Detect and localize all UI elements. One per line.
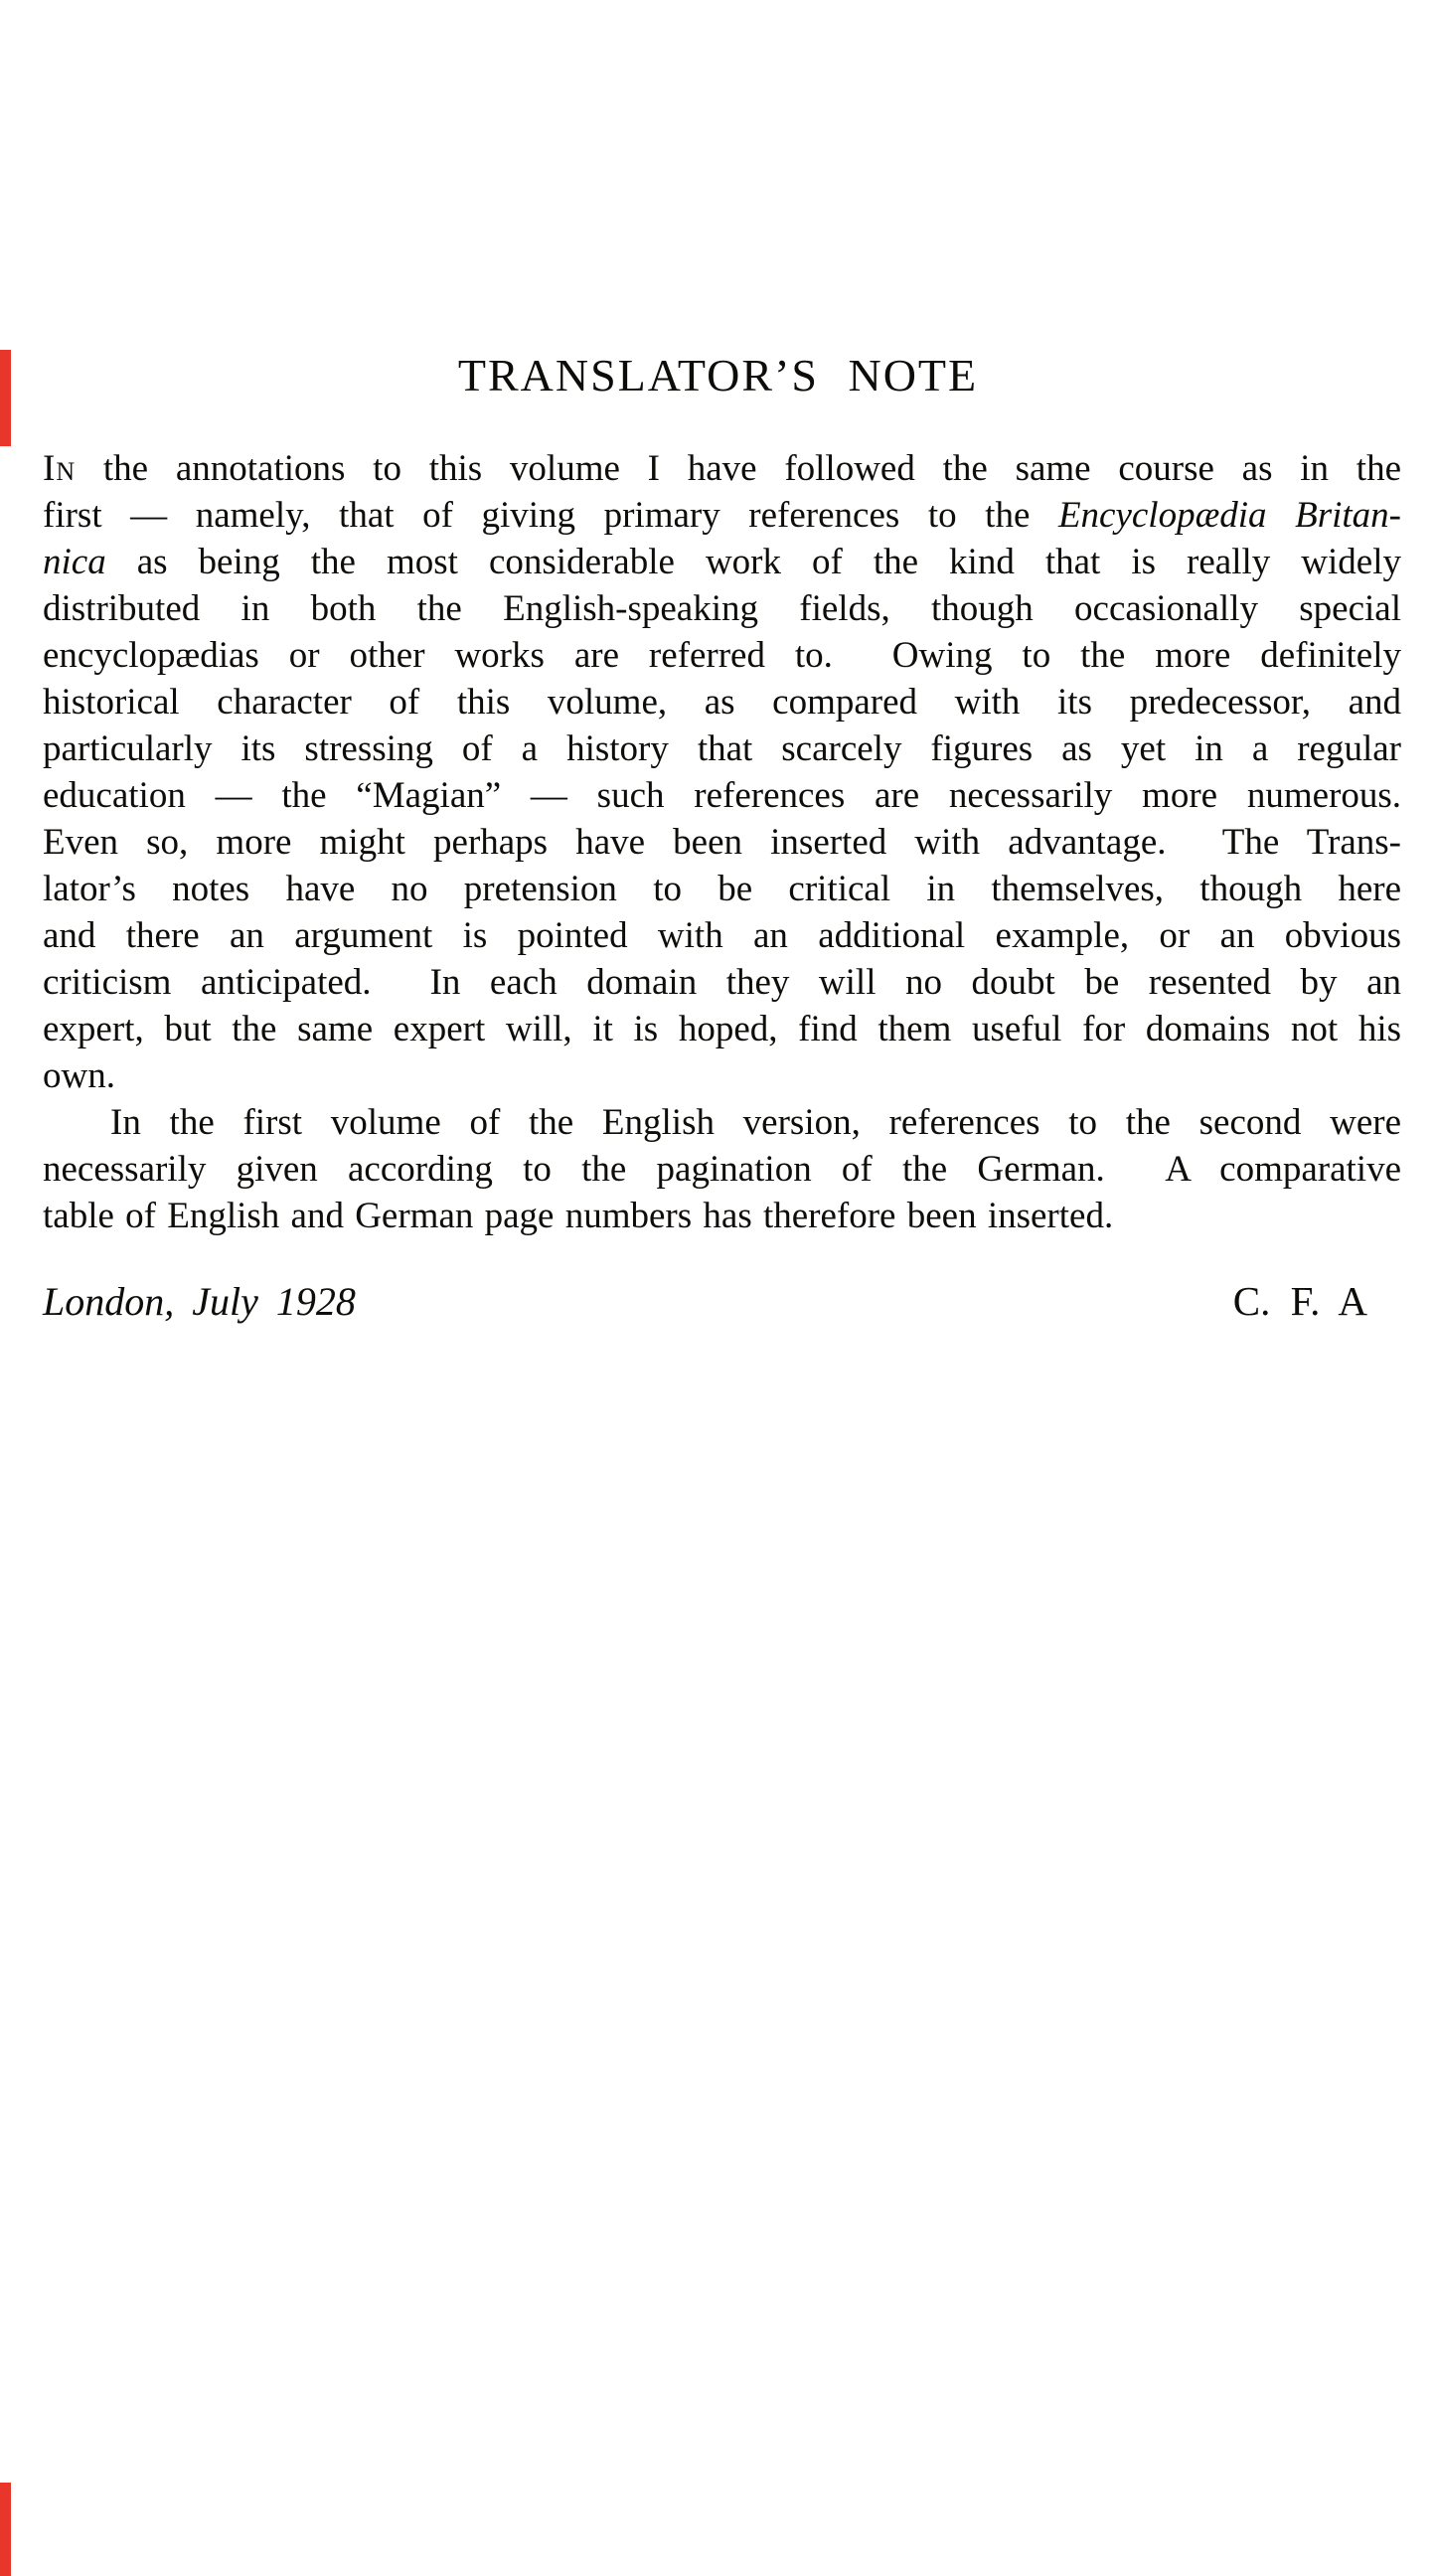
signature-initials: C. F. A [1232,1278,1367,1324]
text-line: In the annotations to this volume I have followed the same course as in the [43,448,1401,489]
text-line: particularly its stressing of a history that scarcely figures as yet in a regular [43,728,1401,769]
signature-row [43,1277,1401,1325]
text-line: In the first volume of the English version, references to the second were [110,1102,1401,1143]
text-line: distributed in both the English-speaking fields, though occasionally special [43,588,1401,629]
text-line: criticism anticipated. In each domain they will no doubt be resented by an [43,962,1401,1003]
text-line: nica as being the most considerable work of the kind that is really widely [43,542,1401,582]
text-line: lator’s notes have no pretension to be critical in themselves, though here [43,869,1401,909]
text-line: encyclopædias or other works are referred to. Owing to the more definitely [43,635,1401,676]
text-line: and there an argument is pointed with an additional example, or an obvious [43,915,1401,956]
text-line: Even so, more might perhaps have been inserted with advantage. The Trans- [43,822,1401,863]
text-line: education — the “Magian” — such references are necessarily more numerous. [43,775,1401,816]
page-title: TRANSLATOR’S NOTE [457,350,979,401]
text-line: table of English and German page numbers has therefore been inserted. [43,1196,1114,1236]
paragraph [43,445,1401,1099]
text-line: own. [43,1055,115,1096]
book-page [0,350,1436,2576]
signature-place-date: London, July 1928 [43,1279,356,1324]
text-line: first — namely, that of giving primary references to the Encyclopædia Britan- [43,495,1401,536]
translators-note-text [43,445,1401,1239]
scan-edge-mark-bottom [0,2483,11,2576]
text-line: historical character of this volume, as compared with its predecessor, and [43,682,1401,723]
text-line: necessarily given according to the pagination of the German. A comparative [43,1149,1401,1190]
scan-edge-mark-top [0,350,11,446]
text-line: expert, but the same expert will, it is hoped, find them useful for domains not his [43,1009,1401,1049]
paragraph [43,1099,1401,1239]
